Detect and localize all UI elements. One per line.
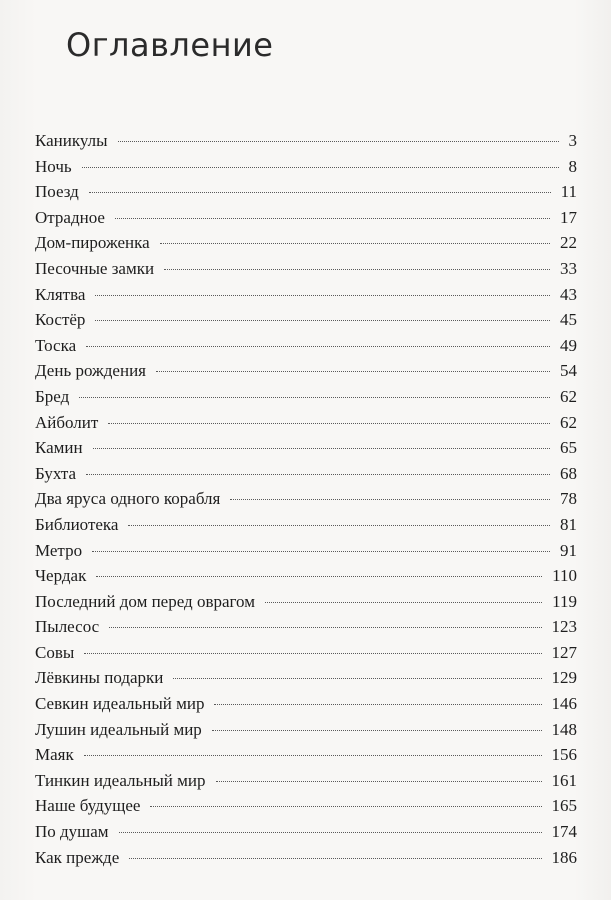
toc-entry-page: 119: [552, 591, 577, 611]
toc-entry: [35, 131, 577, 157]
toc-entry-page: 146: [551, 694, 577, 714]
toc-dot-leader: [84, 755, 542, 756]
toc-dot-leader: [164, 269, 550, 270]
toc-entry-title: Метро: [35, 540, 83, 560]
toc-entry-page: 123: [551, 617, 577, 637]
toc-entry-page: 17: [560, 207, 577, 227]
toc-dot-leader: [160, 243, 550, 244]
toc-dot-leader: [95, 295, 550, 296]
toc-dot-leader: [118, 141, 559, 142]
toc-entry-title: Песочные замки: [35, 258, 155, 278]
toc-dot-leader: [93, 448, 550, 449]
toc-entry-title: Как прежде: [35, 847, 120, 867]
toc-entry-title: Поезд: [35, 182, 79, 202]
toc-entry-title: Каникулы: [35, 131, 108, 150]
toc-entry-page: 22: [560, 233, 577, 253]
toc-entry: [35, 541, 577, 567]
toc-entry-title: Костёр: [35, 310, 86, 330]
toc-dot-leader: [129, 858, 541, 859]
toc-entry-page: 43: [560, 284, 577, 304]
toc-dot-leader: [86, 346, 550, 347]
toc-entry-page: 62: [560, 386, 577, 406]
toc-entry-title: Севкин идеальный мир: [35, 694, 205, 714]
toc-entry: [35, 413, 577, 439]
toc-entry-title: Дом-пироженка: [35, 233, 150, 253]
toc-entry: [35, 745, 577, 771]
toc-dot-leader: [214, 704, 541, 705]
toc-dot-leader: [156, 371, 550, 372]
toc-entry-page: 156: [551, 745, 577, 765]
toc-entry-title: День рождения: [35, 361, 146, 381]
toc-entry-title: Бред: [35, 386, 70, 406]
toc-dot-leader: [95, 320, 550, 321]
toc-entry: [35, 336, 577, 362]
toc-dot-leader: [96, 576, 542, 577]
toc-entry-title: Тинкин идеальный мир: [35, 770, 206, 790]
toc-entry-page: 78: [560, 489, 577, 509]
toc-entry: [35, 157, 577, 183]
toc-entry-page: 127: [551, 642, 577, 662]
toc-entry-page: 161: [551, 770, 577, 790]
toc-entry-title: Последний дом перед оврагом: [35, 591, 255, 611]
toc-entry-title: Маяк: [35, 745, 74, 765]
toc-entry-page: 65: [560, 438, 577, 458]
toc-entry: [35, 182, 577, 208]
toc-entry-title: Библиотека: [35, 514, 119, 534]
toc-entry: [35, 822, 577, 848]
toc-entry: [35, 848, 577, 874]
toc-entry: [35, 387, 577, 413]
toc-entry: [35, 259, 577, 285]
toc-entry-title: Пылесос: [35, 617, 100, 637]
toc-dot-leader: [119, 832, 542, 833]
toc-entry-page: 148: [551, 719, 577, 739]
toc-entry-page: 8: [568, 156, 577, 176]
toc-entry: [35, 464, 577, 490]
toc-entry-page: 11: [560, 182, 577, 202]
toc-entry-title: Айболит: [35, 412, 99, 432]
toc-dot-leader: [150, 806, 541, 807]
toc-entry-title: Чердак: [35, 566, 87, 586]
toc-entry: [35, 438, 577, 464]
toc-entry: [35, 566, 577, 592]
toc-entry: [35, 720, 577, 746]
toc-dot-leader: [79, 397, 550, 398]
toc-entry-title: Лушин идеальный мир: [35, 719, 202, 739]
toc-entry: [35, 771, 577, 797]
toc-dot-leader: [128, 525, 550, 526]
toc-entry: [35, 208, 577, 234]
toc-entry-page: 91: [560, 540, 577, 560]
table-of-contents: [35, 131, 577, 873]
toc-dot-leader: [84, 653, 541, 654]
toc-entry-page: 174: [551, 822, 577, 842]
toc-entry: [35, 668, 577, 694]
toc-entry: [35, 515, 577, 541]
toc-dot-leader: [230, 499, 550, 500]
toc-entry-title: Бухта: [35, 463, 77, 483]
toc-entry-title: Наше будущее: [35, 796, 141, 816]
toc-dot-leader: [173, 678, 541, 679]
toc-entry-page: 62: [560, 412, 577, 432]
toc-dot-leader: [86, 474, 550, 475]
toc-entry-title: Камин: [35, 438, 83, 458]
toc-dot-leader: [92, 551, 550, 552]
toc-entry-page: 129: [551, 668, 577, 688]
toc-entry: [35, 310, 577, 336]
toc-entry-page: 54: [560, 361, 577, 381]
toc-entry-title: Клятва: [35, 284, 86, 304]
toc-entry: [35, 285, 577, 311]
toc-entry-page: 165: [551, 796, 577, 816]
page-title: Оглавление: [66, 26, 274, 64]
toc-dot-leader: [115, 218, 550, 219]
toc-entry-page: 81: [560, 514, 577, 534]
toc-entry: [35, 617, 577, 643]
toc-entry: [35, 361, 577, 387]
toc-dot-leader: [108, 423, 550, 424]
toc-dot-leader: [89, 192, 551, 193]
toc-dot-leader: [82, 167, 559, 168]
toc-entry-page: 68: [560, 463, 577, 483]
toc-entry-title: Совы: [35, 642, 75, 662]
toc-dot-leader: [216, 781, 542, 782]
toc-entry-title: Ночь: [35, 156, 72, 176]
toc-entry: [35, 592, 577, 618]
toc-entry-title: Тоска: [35, 335, 77, 355]
toc-entry-title: По душам: [35, 822, 109, 842]
toc-entry: [35, 233, 577, 259]
toc-entry-title: Лёвкины подарки: [35, 668, 164, 688]
toc-entry-page: 45: [560, 310, 577, 330]
toc-entry-title: Два яруса одного корабля: [35, 489, 221, 509]
toc-entry-page: 49: [560, 335, 577, 355]
toc-dot-leader: [265, 602, 542, 603]
toc-entry-page: 33: [560, 258, 577, 278]
toc-dot-leader: [212, 730, 542, 731]
toc-entry-page: 186: [551, 847, 577, 867]
toc-entry: [35, 694, 577, 720]
toc-dot-leader: [109, 627, 541, 628]
toc-entry: [35, 796, 577, 822]
toc-entry-title: Отрадное: [35, 207, 105, 227]
toc-entry-page: 110: [552, 566, 577, 586]
toc-entry-page: 3: [568, 131, 577, 150]
toc-entry: [35, 643, 577, 669]
toc-entry: [35, 489, 577, 515]
